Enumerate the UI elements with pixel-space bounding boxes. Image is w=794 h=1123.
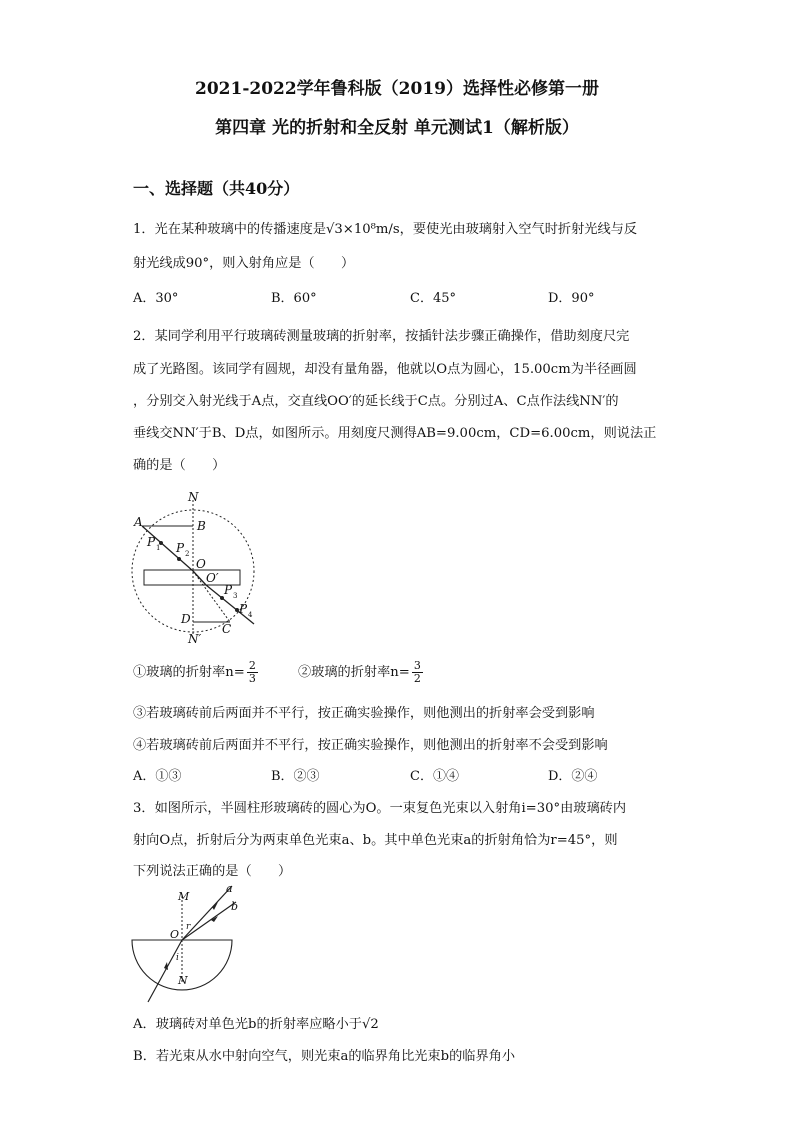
q2-figure-label-a: A xyxy=(134,515,143,529)
q3-figure-label-b: b xyxy=(231,900,239,913)
q3-text-line3: 下列说法正确的是（ ） xyxy=(133,864,292,879)
q2-figure-label-p4-sub: 4 xyxy=(248,611,253,619)
q1-text-line1: 1．光在某种玻璃中的传播速度是√3×10⁸m/s，要使光由玻璃射入空气时折射光线与反 xyxy=(133,222,638,237)
q3-figure-label-n: N xyxy=(178,974,188,987)
q3-figure-label-o: O xyxy=(170,928,180,941)
q2-figure-label-o: O xyxy=(196,557,206,571)
q2-statement-1-fraction xyxy=(247,660,258,685)
q3-option-b: B．若光束从水中射向空气，则光束a的临界角比光束b的临界角小 xyxy=(133,1049,516,1064)
q3-figure-ray-b xyxy=(182,900,239,940)
q3-figure-incident-ray xyxy=(148,940,182,1002)
q2-figure-label-d: D xyxy=(181,612,191,626)
q2-statement-2-numerator: 3 xyxy=(413,659,421,672)
q1-option-a: A．30° xyxy=(133,291,179,306)
q2-statement-4: ④若玻璃砖前后两面并不平行，按正确实验操作，则他测出的折射率不会受到影响 xyxy=(133,738,608,753)
q3-figure-label-m: M xyxy=(178,890,190,903)
q2-text-line2: 成了光路图。该同学有圆规，却没有量角器，他就以O点为圆心，15.00cm为半径画圆 xyxy=(133,362,637,377)
q2-statement-2-fraction xyxy=(412,660,423,685)
q2-figure-refracted-ray xyxy=(193,571,206,585)
q2-statement-1-denominator: 3 xyxy=(248,672,256,685)
q2-figure-label-b: B xyxy=(197,519,206,533)
q2-option-d: D．②④ xyxy=(548,769,598,784)
q2-figure xyxy=(126,488,266,648)
q2-figure-label-p2-sub: 2 xyxy=(185,550,190,558)
q2-figure-label-p3: P xyxy=(224,583,233,597)
q3-figure-label-r: r xyxy=(186,922,191,932)
q1-text-line2: 射光线成90°，则入射角应是（ ） xyxy=(133,256,355,271)
document-title-line2: 第四章 光的折射和全反射 单元测试1（解析版） xyxy=(215,118,579,138)
q1-option-c: C．45° xyxy=(410,291,456,306)
q3-figure-label-i: i xyxy=(176,953,179,963)
q2-figure-label-p4: P xyxy=(239,602,248,616)
q2-figure-pin-p2 xyxy=(177,557,181,561)
q1-option-d: D．90° xyxy=(548,291,595,306)
q3-text-line2: 射向O点，折射后分为两束单色光束a、b。其中单色光束a的折射角恰为r=45°，则 xyxy=(133,833,618,848)
section-heading: 一、选择题（共40分） xyxy=(133,179,300,198)
q2-figure-label-p1: P xyxy=(147,535,156,549)
q2-text-line5: 确的是（ ） xyxy=(133,458,226,473)
q2-figure-label-p1-sub: 1 xyxy=(156,544,161,552)
q2-figure-label-c: C xyxy=(222,622,232,636)
q1-option-b: B．60° xyxy=(271,291,317,306)
q2-statement-2-text: ②玻璃的折射率n= xyxy=(298,665,410,680)
q2-statement-2 xyxy=(298,660,423,685)
q2-figure-label-n: N xyxy=(188,490,199,504)
q3-figure-label-a: a xyxy=(226,882,233,895)
q2-statement-2-denominator: 2 xyxy=(413,672,421,685)
q3-figure xyxy=(128,882,248,1010)
q2-figure-label-o-prime: O′ xyxy=(206,571,219,585)
q3-figure-incident-arrow xyxy=(164,962,168,970)
q2-text-line3: ，分别交入射光线于A点，交直线OO′的延长线于C点。分别过A、C点作法线NN′的 xyxy=(133,394,619,409)
q2-figure-label-p3-sub: 3 xyxy=(233,592,238,600)
q2-statement-1-text: ①玻璃的折射率n= xyxy=(133,665,245,680)
q2-text-line1: 2．某同学利用平行玻璃砖测量玻璃的折射率，按插针法步骤正确操作，借助刻度尺完 xyxy=(133,329,630,344)
q2-figure-label-n-prime: N′ xyxy=(188,632,202,646)
q2-option-c: C．①④ xyxy=(410,769,459,784)
q2-text-line4: 垂线交NN′于B、D点，如图所示。用刻度尺测得AB=9.00cm，CD=6.00cm，则说法正 xyxy=(133,426,657,441)
q2-statement-1 xyxy=(133,660,258,685)
q2-statement-1-numerator: 2 xyxy=(248,659,256,672)
q3-option-a: A．玻璃砖对单色光b的折射率应略小于√2 xyxy=(133,1017,379,1032)
q2-option-a: A．①③ xyxy=(133,769,182,784)
q3-text-line1: 3．如图所示，半圆柱形玻璃砖的圆心为O。一束复色光束以入射角i=30°由玻璃砖内 xyxy=(133,801,627,816)
q2-figure-label-p2: P xyxy=(176,541,185,555)
q2-statement-3: ③若玻璃砖前后两面并不平行，按正确实验操作，则他测出的折射率会受到影响 xyxy=(133,706,595,721)
document-title-line1: 2021-2022学年鲁科版（2019）选择性必修第一册 xyxy=(195,79,599,99)
q2-option-b: B．②③ xyxy=(271,769,320,784)
